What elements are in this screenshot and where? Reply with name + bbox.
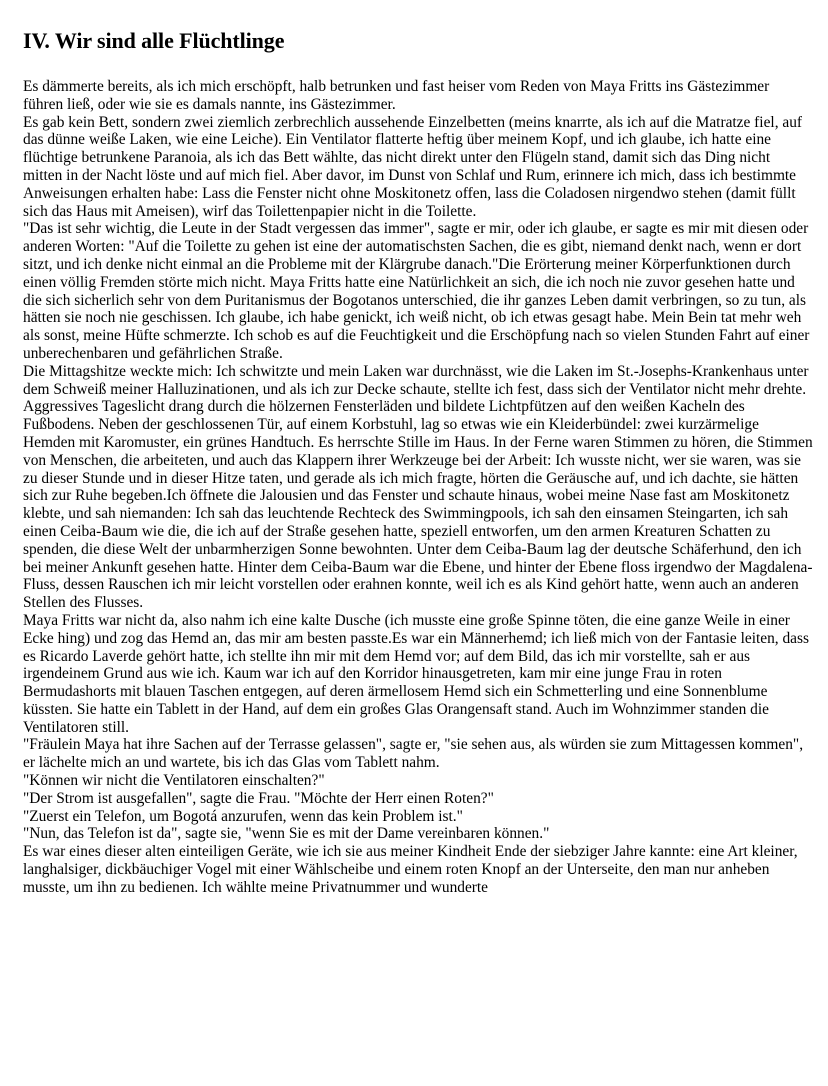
chapter-body: [23, 78, 813, 897]
paragraph: Die Mittagshitze weckte mich: Ich schwitzte und mein Laken war durchnässt, wie die Laken im St.-Josephs-Krankenhaus unter dem Schweiß meiner Halluzinationen, und als ich zur Decke schaute, stellte ich fest, dass sich der Ventilator nicht mehr drehte.: [23, 362, 809, 398]
paragraph: "Der Strom ist ausgefallen", sagte die Frau. "Möchte der Herr einen Roten?": [23, 789, 494, 807]
paragraph: "Zuerst ein Telefon, um Bogotá anzurufen, wenn das kein Problem ist.": [23, 807, 463, 825]
chapter-title: IV. Wir sind alle Flüchtlinge: [23, 28, 285, 53]
paragraph: "Das ist sehr wichtig, die Leute in der Stadt vergessen das immer", sagte er mir, oder ich glaube, er sagte es mir mit diesen oder anderen Worten: "Auf die Toilette zu gehen ist eine der automatischsten Sachen, die es gibt, niemand denkt nach, wenn er dort sitzt, und ich denke nicht einmal an die Probleme mit der Klärgrube danach."Die Erörterung meiner Körperfunktionen durch einen völlig Fremden störte mich nicht. Maya Fritts hatte eine Natürlichkeit an sich, die ich noch nie zuvor gesehen hatte und die sich sicherlich sehr von dem Puritanismus der Bogotanos unterschied, die ihr ganzes Leben damit verbringen, so zu tun, als hätten sie noch nie geschissen. Ich glaube, ich habe genickt, ich weiß nicht, ob ich etwas gesagt habe. Mein Bein tat mehr weh als sonst, meine Hüfte schmerzte. Ich schob es auf die Feuchtigkeit und die Erschöpfung nach so vielen Stunden Fahrt auf einer unberechenbaren und gefährlichen Straße.: [23, 220, 810, 362]
paragraph: Maya Fritts war nicht da, also nahm ich eine kalte Dusche (ich musste eine große Spinne töten, die eine ganze Weile in einer Ecke hing) und zog das Hemd an, das mir am besten passte.Es war ein Männerhemd; ich ließ mich von der Fantasie leiten, dass es Ricardo Laverde gehört hatte, ich stellte ihn mir mit dem Hemd vor; auf dem Bild, das ich mir vorstellte, sah er aus irgendeinem Grund aus wie ich. Kaum war ich auf den Korridor hinausgetreten, kam mir eine junge Frau in roten Bermudashorts mit blauen Taschen entgegen, auf deren ärmellosem Hemd sich ein Schmetterling und eine Sonnenblume küssten. Sie hatte ein Tablett in der Hand, auf dem ein großes Glas Orangensaft stand. Auch im Wohnzimmer standen die Ventilatoren still.: [23, 611, 809, 736]
document-page: [23, 0, 813, 897]
paragraph: "Nun, das Telefon ist da", sagte sie, "wenn Sie es mit der Dame vereinbaren können.": [23, 825, 550, 843]
paragraph: Es gab kein Bett, sondern zwei ziemlich zerbrechlich aussehende Einzelbetten (meins knarrte, als ich auf die Matratze fiel, auf das dünne weiße Laken, wie eine Leiche). Ein Ventilator flatterte heftig über meinem Kopf, und ich glaube, ich hatte eine flüchtige betrunkene Paranoia, als ich das Bett wählte, das nicht direkt unter den Flügeln stand, damit sich das Ding nicht mitten in der Nacht löste und auf mich fiel. Aber davor, im Dunst von Schlaf und Rum, erinnere ich mich, dass ich bestimmte Anweisungen erhalten habe: Lass die Fenster nicht ohne Moskitonetz offen, lass die Coladosen nirgendwo stehen (damit füllt sich das Haus mit Ameisen), wirf das Toilettenpapier nicht in die Toilette.: [23, 113, 803, 220]
paragraph: Es dämmerte bereits, als ich mich erschöpft, halb betrunken und fast heiser vom Reden von Maya Fritts ins Gästezimmer führen ließ, oder wie sie es damals nannte, ins Gästezimmer.: [23, 78, 770, 113]
paragraph: Es war eines dieser alten einteiligen Geräte, wie ich sie aus meiner Kindheit Ende der siebziger Jahre kannte: eine Art kleiner, langhalsiger, dickbäuchiger Vogel mit einer Wählscheibe und einem roten Knopf an der Unterseite, den man nur anheben musste, um ihn zu bedienen. Ich wählte meine Privatnummer und wunderte: [23, 843, 798, 896]
paragraph: "Fräulein Maya hat ihre Sachen auf der Terrasse gelassen", sagte er, "sie sehen aus, als würden sie zum Mittagessen kommen", er lächelte mich an und wartete, bis ich das Glas vom Tablett nahm.: [23, 736, 804, 772]
paragraph: "Können wir nicht die Ventilatoren einschalten?": [23, 772, 325, 790]
paragraph: Aggressives Tageslicht drang durch die hölzernen Fensterläden und bildete Lichtpfützen auf den weißen Kacheln des Fußbodens. Neben der geschlossenen Tür, auf einem Korbstuhl, lag so etwas wie ein Kleiderbündel: zwei kurzärmelige Hemden mit Karomuster, ein grünes Handtuch. Es herrschte Stille im Haus. In der Ferne waren Stimmen zu hören, die Stimmen von Menschen, die arbeiteten, und auch das Klappern ihrer Werkzeuge bei der Arbeit: Ich wusste nicht, wer sie waren, was sie zu dieser Stunde und in dieser Hitze taten, und gerade als ich mich fragte, hörten die Geräusche auf, und ich dachte, sie hätten sich zur Ruhe begeben.Ich öffnete die Jalousien und das Fenster und schaute hinaus, wobei meine Nase fast am Moskitonetz klebte, und sah niemanden: Ich sah das leuchtende Rechteck des Swimmingpools, ich sah den einsamen Steingarten, ich sah einen Ceiba-Baum wie die, die ich auf der Straße gesehen hatte, speziell entworfen, um den armen Kreaturen Schatten zu spenden, die diese Welt der unbarmherzigen Sonne bewohnten. Unter dem Ceiba-Baum lag der deutsche Schäferhund, den ich bei meiner Ankunft gesehen hatte. Hinter dem Ceiba-Baum war die Ebene, und hinter der Ebene floss irgendwo der Magdalena-Fluss, dessen Rauschen ich mir leicht vorstellen oder erahnen konnte, weil ich es als Kind gehört hatte, wenn auch an anderen Stellen des Flusses.: [23, 398, 813, 612]
